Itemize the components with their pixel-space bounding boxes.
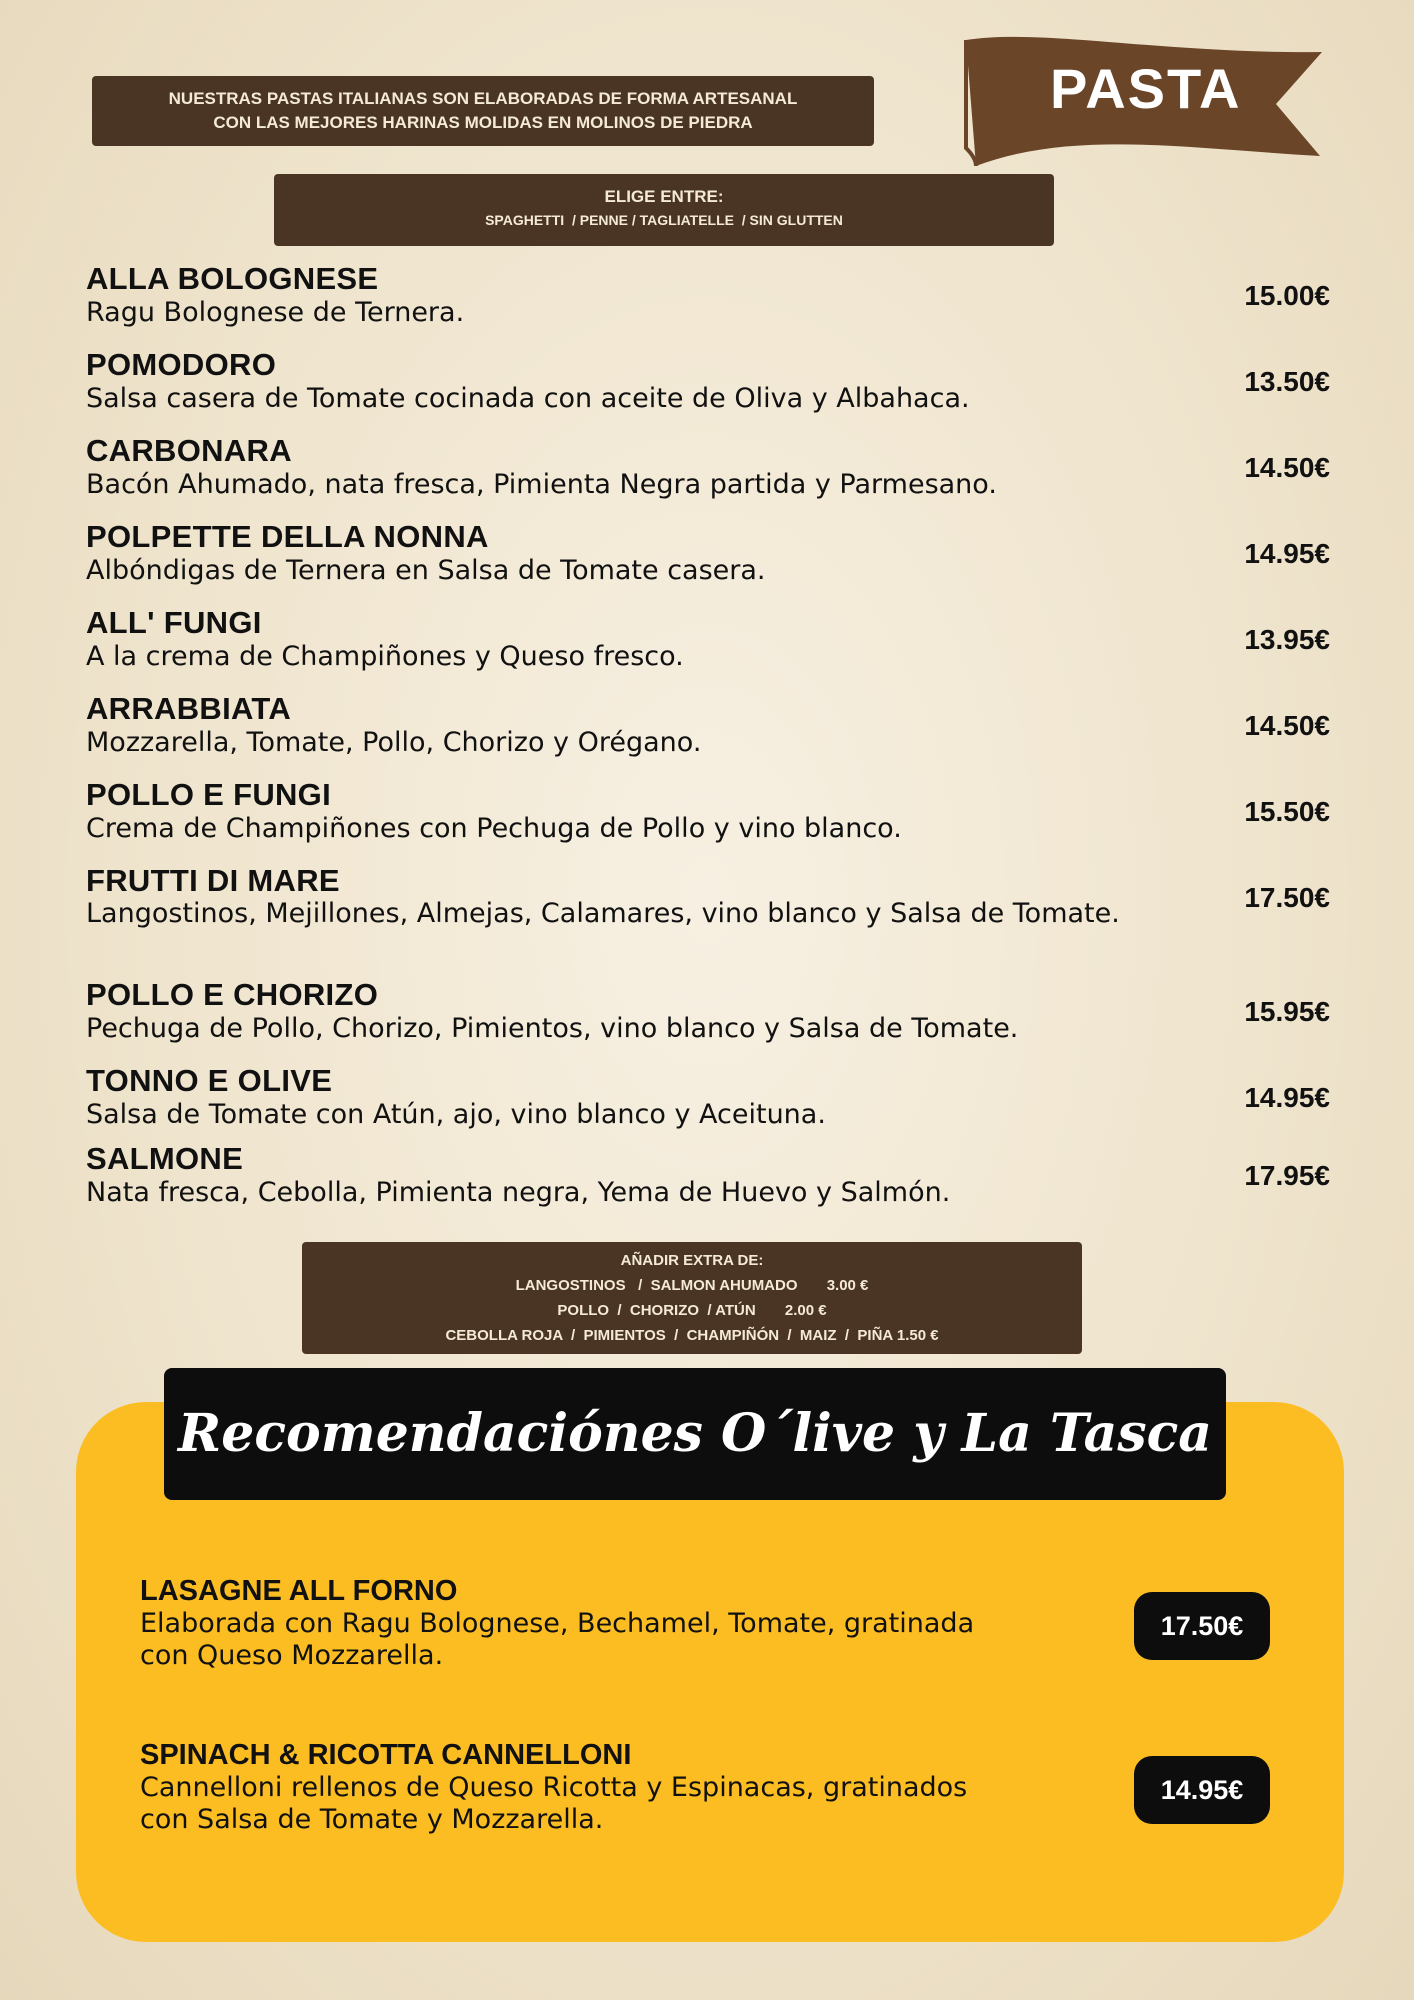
recommendation-name: LASAGNE ALL FORNO: [140, 1575, 458, 1607]
menu-item: [86, 1064, 1336, 1131]
item-price: 14.95€: [1244, 538, 1330, 569]
menu-item: [86, 520, 1336, 587]
item-price: 17.50€: [1244, 882, 1330, 913]
menu-item: [86, 1142, 1336, 1209]
menu-item: [86, 348, 1336, 415]
intro-line-2: CON LAS MEJORES HARINAS MOLIDAS EN MOLINOS DE PIEDRA: [213, 113, 753, 132]
intro-line-1: NUESTRAS PASTAS ITALIANAS SON ELABORADAS DE FORMA ARTESANAL: [168, 89, 798, 108]
recommendation-item: [140, 1574, 1270, 1672]
recommendation-item: [140, 1738, 1270, 1836]
item-price: 17.95€: [1244, 1160, 1330, 1191]
menu-item: [86, 262, 1336, 329]
item-name: POLLO E FUNGI: [86, 777, 332, 812]
menu-item: [86, 434, 1336, 501]
item-name: ALL' FUNGI: [86, 605, 262, 640]
item-description: Langostinos, Mejillones, Almejas, Calamares, vino blanco y Salsa de Tomate.: [86, 898, 1120, 929]
recommendations-title: Recomendaciónes O´live y La Tasca: [164, 1368, 1226, 1500]
pasta-section-flag: [962, 30, 1324, 166]
item-name: POLPETTE DELLA NONNA: [86, 519, 489, 554]
extras-line-1: LANGOSTINOS / SALMON AHUMADO 3.00 €: [515, 1277, 869, 1294]
item-price: 15.95€: [1244, 996, 1330, 1027]
item-name: SALMONE: [86, 1141, 244, 1176]
item-price: 14.50€: [1244, 710, 1330, 741]
menu-item: [86, 778, 1336, 845]
extras-banner: [302, 1242, 1082, 1354]
section-title: PASTA: [1050, 57, 1242, 120]
menu-item: [86, 978, 1336, 1045]
extras-line-3: CEBOLLA ROJA / PIMIENTOS / CHAMPIÑÓN / MAIZ / PIÑA 1.50 €: [445, 1327, 939, 1344]
item-description: A la crema de Champiñones y Queso fresco.: [86, 641, 684, 672]
item-description: Salsa de Tomate con Atún, ajo, vino blanco y Aceituna.: [86, 1099, 826, 1130]
item-description: Crema de Champiñones con Pechuga de Pollo y vino blanco.: [86, 813, 902, 844]
item-price: 14.50€: [1244, 452, 1330, 483]
intro-banner: [92, 76, 874, 146]
item-name: POMODORO: [86, 347, 277, 382]
extras-title: AÑADIR EXTRA DE:: [620, 1252, 764, 1269]
extras-line-2: POLLO / CHORIZO / ATÚN 2.00 €: [557, 1302, 827, 1319]
item-price: 15.00€: [1244, 280, 1330, 311]
item-name: FRUTTI DI MARE: [86, 863, 340, 898]
item-description: Bacón Ahumado, nata fresca, Pimienta Negra partida y Parmesano.: [86, 469, 997, 500]
recommendation-price-badge: 17.50€: [1134, 1592, 1270, 1660]
item-price: 13.50€: [1244, 366, 1330, 397]
item-name: POLLO E CHORIZO: [86, 977, 379, 1012]
item-description: Albóndigas de Ternera en Salsa de Tomate casera.: [86, 555, 766, 586]
item-price: 13.95€: [1244, 624, 1330, 655]
item-description: Mozzarella, Tomate, Pollo, Chorizo y Orégano.: [86, 727, 702, 758]
item-name: CARBONARA: [86, 433, 292, 468]
pasta-choice-banner: [274, 174, 1054, 246]
recommendation-price-badge: 14.95€: [1134, 1756, 1270, 1824]
choice-options: SPAGHETTI / PENNE / TAGLIATELLE / SIN GLUTTEN: [485, 212, 843, 228]
recommendation-description: Cannelloni rellenos de Queso Ricotta y Espinacas, gratinados con Salsa de Tomate y Mozzarella.: [140, 1772, 968, 1835]
item-name: TONNO E OLIVE: [86, 1063, 333, 1098]
choice-title: ELIGE ENTRE:: [604, 187, 724, 206]
item-name: ARRABBIATA: [86, 691, 292, 726]
recommendation-name: SPINACH & RICOTTA CANNELLONI: [140, 1739, 632, 1771]
item-description: Nata fresca, Cebolla, Pimienta negra, Yema de Huevo y Salmón.: [86, 1177, 951, 1208]
recommendation-description: Elaborada con Ragu Bolognese, Bechamel, Tomate, gratinada con Queso Mozzarella.: [140, 1608, 975, 1671]
menu-item: [86, 606, 1336, 673]
menu-item: [86, 864, 1336, 930]
item-description: Ragu Bolognese de Ternera.: [86, 297, 465, 328]
item-price: 15.50€: [1244, 796, 1330, 827]
item-price: 14.95€: [1244, 1082, 1330, 1113]
item-description: Pechuga de Pollo, Chorizo, Pimientos, vino blanco y Salsa de Tomate.: [86, 1013, 1019, 1044]
item-description: Salsa casera de Tomate cocinada con aceite de Oliva y Albahaca.: [86, 383, 970, 414]
menu-item: [86, 692, 1336, 759]
item-name: ALLA BOLOGNESE: [86, 261, 379, 296]
